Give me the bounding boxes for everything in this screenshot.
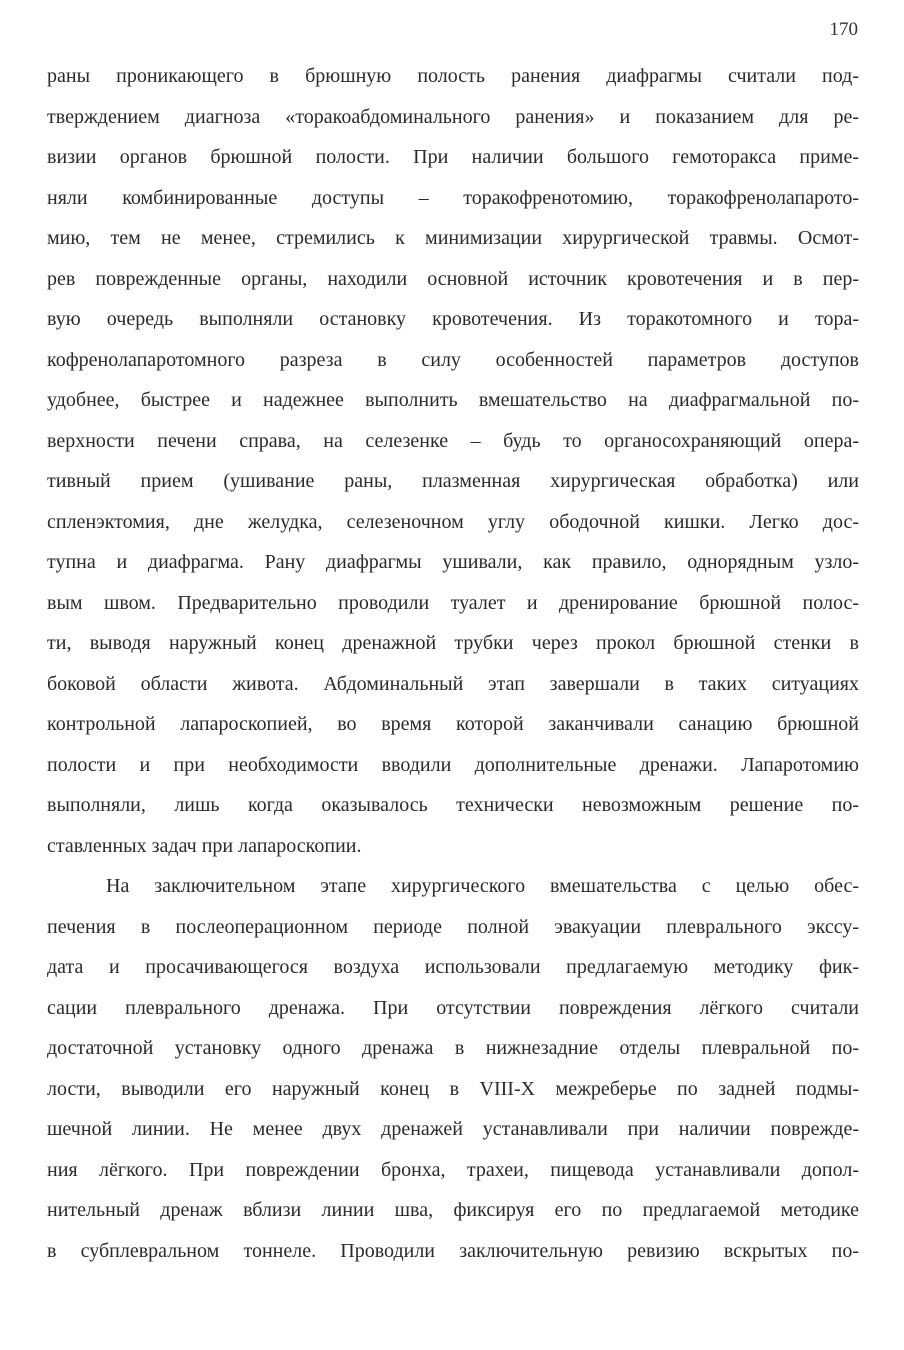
text-line: На заключительном этапе хирургического вмешательства с целью обес- [106,875,859,897]
text-line: визии органов брюшной полости. При наличии большого гемоторакса приме- [47,146,859,168]
text-line: сации плеврального дренажа. При отсутствии повреждения лёгкого считали [47,996,859,1019]
text-line: верхности печени справа, на селезенке – будь то органосохраняющий опера- [47,429,859,452]
text-line: ставленных задач при лапароскопии. [47,834,362,857]
paragraph [47,866,859,1271]
text-line: боковой области живота. Абдоминальный этап завершали в таких ситуациях [47,672,859,695]
page-number: 170 [829,19,858,40]
text-line: мию, тем не менее, стремились к минимизации хирургической травмы. Осмот- [47,227,859,249]
text-line: тупна и диафрагма. Рану диафрагмы ушивали, как правило, однорядным узло- [47,551,859,573]
text-line: кофренолапаротомного разреза в силу особенностей параметров доступов [47,348,859,371]
text-line: выполняли, лишь когда оказывалось технически невозможным решение по- [47,794,859,816]
text-line: тивный прием (ушивание раны, плазменная хирургическая обработка) или [47,470,859,492]
text-line: рев поврежденные органы, находили основной источник кровотечения и в пер- [47,267,859,290]
text-line: дата и просачивающегося воздуха использовали предлагаемую методику фик- [47,956,859,978]
paragraph [47,56,859,866]
text-line: полости и при необходимости вводили дополнительные дренажи. Лапаротомию [47,753,859,776]
text-line: печения в послеоперационном периоде полной эвакуации плеврального экссу- [47,915,859,938]
text-line: тверждением диагноза «торакоабдоминального ранения» и показанием для ре- [47,105,859,128]
text-line: шечной линии. Не менее двух дренажей устанавливали при наличии поврежде- [47,1118,859,1140]
text-line: няли комбинированные доступы – торакофренотомию, торакофренолапарото- [47,186,859,209]
text-line: спленэктомия, дне желудка, селезеночном углу ободочной кишки. Легко дос- [47,510,859,533]
text-line: вую очередь выполняли остановку кровотечения. Из торакотомного и тора- [47,308,859,330]
text-line: вым швом. Предварительно проводили туалет и дренирование брюшной полос- [47,591,859,614]
text-line: удобнее, быстрее и надежнее выполнить вмешательство на диафрагмальной по- [47,389,859,411]
text-line: раны проникающего в брюшную полость ранения диафрагмы считали под- [47,65,859,87]
text-line: ти, выводя наружный конец дренажной трубки через прокол брюшной стенки в [47,632,859,654]
text-line: ния лёгкого. При повреждении бронха, трахеи, пищевода устанавливали допол- [47,1158,859,1181]
body-text [47,56,859,1271]
text-line: в субплевральном тоннеле. Проводили заключительную ревизию вскрытых по- [47,1239,859,1262]
text-line: лости, выводили его наружный конец в VIII-X межреберье по задней подмы- [47,1077,859,1100]
text-line: достаточной установку одного дренажа в нижнезадние отделы плевральной по- [47,1037,859,1059]
text-line: контрольной лапароскопией, во время которой заканчивали санацию брюшной [47,713,859,735]
text-line: нительный дренаж вблизи линии шва, фиксируя его по предлагаемой методике [47,1199,859,1221]
